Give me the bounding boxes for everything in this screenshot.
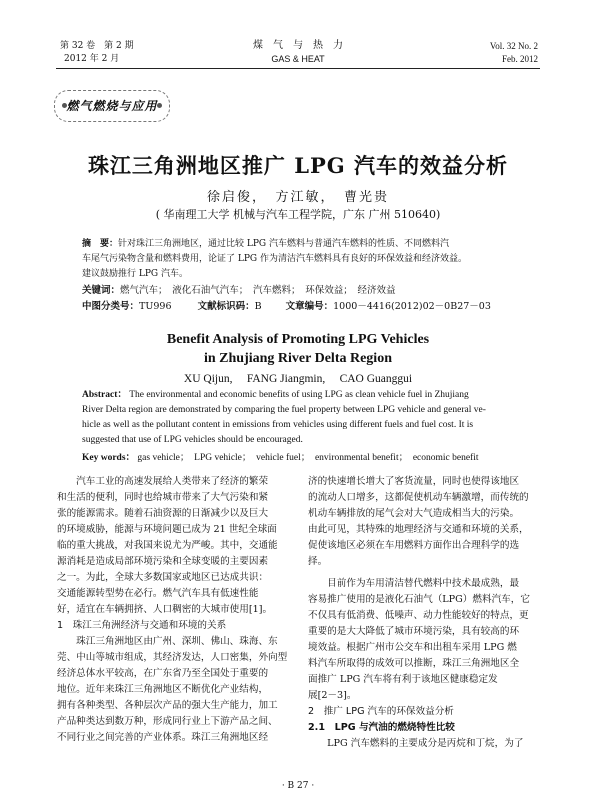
abstract-en-label: Abstract：: [82, 390, 127, 400]
text-line: 产品种类达到数万种，形成同行业上下游产品之间、: [57, 716, 278, 727]
keywords-zh: [82, 284, 528, 297]
text-line: 的流动人口增多，这都促使机动车辆激增，而传统的: [308, 492, 529, 503]
abstract-en-line: The environmental and economic benefits of using LPG as clean vehicle fuel in Zhujiang: [129, 390, 469, 400]
text-line: 济的快速增长增大了客货流量，同时也使得该地区: [308, 476, 520, 487]
paper-title-en-line1: Benefit Analysis of Promoting LPG Vehicles: [166, 332, 430, 347]
text-line: 之一。为此，全球大多数国家或地区已达成共识：: [57, 572, 269, 583]
text-line: 珠江三角洲地区由广州、深圳、佛山、珠海、东: [57, 636, 278, 647]
keywords-en: [82, 451, 528, 466]
journal-date-en: Feb. 2012: [502, 54, 538, 64]
text-line: 料汽车所取得的成效可以推断，珠江三角洲地区全: [308, 658, 520, 669]
text-line: 地位。近年来珠江三角洲地区不断优化产业结构，: [57, 684, 269, 695]
banner-dot-right: [157, 103, 162, 108]
text-line: 不同行业之间完善的产业体系。珠江三角洲地区经: [57, 732, 269, 743]
text-line: 不仅具有低消费、低噪声、动力性能较好的特点，更: [308, 610, 529, 621]
section-banner-label: 燃气燃烧与应用: [66, 99, 158, 113]
text-line: 目前作为车用清洁替代燃料中技术最成熟，最: [308, 578, 520, 589]
doc-code-label: 文献标识码：: [197, 301, 255, 312]
doc-code-value: B: [254, 301, 262, 312]
clc-value: TU996: [139, 301, 172, 312]
abstract-zh-line: 针对珠江三角洲地区，通过比较 LPG 汽车燃料与普通汽车燃料的性质、不同燃料汽: [118, 239, 449, 249]
abstract-zh-label: 摘 要：: [82, 239, 119, 249]
text-line: 择。: [308, 556, 328, 567]
text-line: LPG 汽车燃料的主要成分是丙烷和丁烷，为了: [308, 738, 524, 749]
paragraph-continuation: [308, 474, 542, 570]
text-line: 容易推广使用的是液化石油气（LPG）燃料汽车，它: [308, 594, 530, 605]
section-heading-2: 2 推广 LPG 汽车的环保效益分析: [308, 706, 454, 717]
keywords-zh-text: 燃气汽车； 液化石油气汽车； 汽车燃料； 环保效益； 经济效益: [120, 285, 396, 296]
journal-volume-en: Vol. 32 No. 2: [489, 41, 538, 51]
text-line: 面推广 LPG 汽车将有利于该地区健康稳定发: [308, 674, 498, 685]
text-line: 张的能源需求。随着石油资源的日渐减少以及巨大: [57, 508, 269, 519]
section-heading-1: 1 珠江三角洲经济与交通和环境的关系: [57, 620, 227, 631]
authors-zh: 徐启俊， 方江敏， 曹光贵: [206, 190, 389, 205]
keywords-en-label: Key words：: [82, 453, 136, 463]
text-line: 促使该地区必须在车用燃料方面作出合理科学的选: [308, 540, 520, 551]
abstract-en: [82, 388, 528, 448]
page-number: · B 27 ·: [281, 781, 315, 791]
article-no-label: 文章编号：: [285, 301, 334, 312]
keywords-zh-label: 关键词：: [82, 285, 121, 296]
abstract-en-line: River Delta region are demonstrated by comparing the fuel property between LPG vehicle and general ve-: [82, 405, 486, 415]
text-line: 汽车工业的高速发展给人类带来了经济的繁荣: [57, 476, 269, 487]
paper-title-zh: 珠江三角洲地区推广 LPG 汽车的效益分析: [87, 153, 509, 178]
text-line: 由此可见，其特殊的地理经济与交通和环境的关系，: [308, 524, 529, 535]
journal-date: 2012 年 2 月: [64, 54, 120, 64]
paragraph-section1: [57, 634, 297, 746]
body-left-column: [57, 474, 297, 746]
paper-title-en-line2: in Zhujiang River Delta Region: [204, 351, 392, 366]
text-line: 莞、中山等城市组成，其经济发达，人口密集，外向型: [57, 652, 288, 663]
section-banner: [54, 90, 170, 122]
text-line: 好，适宜在车辆拥挤、人口稠密的大城市使用[1]。: [57, 604, 273, 615]
authors-en: XU Qijun, FANG Jiangmin, CAO Guanggui: [183, 373, 413, 385]
journal-volume-issue: 第 32 卷 第 2 期: [60, 41, 134, 51]
abstract-zh-line: 车尾气污染物含量和燃料费用，论证了 LPG 作为清洁汽车燃料具有良好的环保效益和经济效益。: [82, 254, 467, 264]
text-line: 源消耗是造成局部环境污染和全球变暖的主要因素: [57, 556, 269, 567]
text-line: 重要的是大大降低了城市环境污染，具有较高的环: [308, 626, 520, 637]
header-rule: [56, 68, 540, 69]
paragraph-intro: [57, 474, 297, 618]
text-line: 经济总体水平较高，在广东省乃至全国处于重要的: [57, 668, 269, 679]
text-line: 机动车辆排放的尾气会对大气造成相当大的污染。: [308, 508, 520, 519]
paragraph-section2-1: [308, 736, 542, 752]
text-line: 临的重大挑战，对我国来说尤为严峻。其中，交通能: [57, 540, 278, 551]
text-line: 展[2－3]。: [308, 690, 357, 701]
journal-name-zh: 煤 气 与 热 力: [253, 40, 343, 51]
text-line: 的环境威胁，能源与环境问题已成为 21 世纪全球面: [57, 524, 277, 535]
paragraph-lpg: [308, 576, 542, 704]
affiliation-zh: ( 华南理工大学 机械与汽车工程学院，广东 广州 510640): [155, 208, 441, 221]
abstract-en-line: hicle as well as the pollutant content in emissions from vehicles using different fuels and fuel cost. It is: [82, 420, 474, 430]
abstract-en-line: suggested that use of LPG vehicles should be encouraged.: [82, 435, 303, 445]
article-no-value: 1000－4416(2012)02－0B27－03: [333, 301, 491, 312]
abstract-zh: [82, 237, 528, 282]
text-line: 和生活的便利，同时也给城市带来了大气污染和紧: [57, 492, 269, 503]
body-right-column: [308, 474, 542, 752]
keywords-en-text: gas vehicle； LPG vehicle； vehicle fuel； environmental benefit； economic benefit: [137, 453, 479, 463]
text-line: 交通能源转型势在必行。燃气汽车具有低速性能: [57, 588, 259, 599]
text-line: 境效益。根据广州市公交车和出租车采用 LPG 燃: [308, 642, 517, 653]
classification-row: [82, 300, 528, 313]
journal-name-en: GAS & HEAT: [271, 54, 325, 64]
text-line: 拥有各种类型、各种层次产品的强大生产能力，加工: [57, 700, 278, 711]
abstract-zh-line: 建议鼓励推行 LPG 汽车。: [82, 269, 188, 279]
clc-label: 中图分类号：: [82, 301, 140, 312]
section-heading-2-1: 2.1 LPG 与汽油的燃烧特性比较: [308, 722, 455, 733]
